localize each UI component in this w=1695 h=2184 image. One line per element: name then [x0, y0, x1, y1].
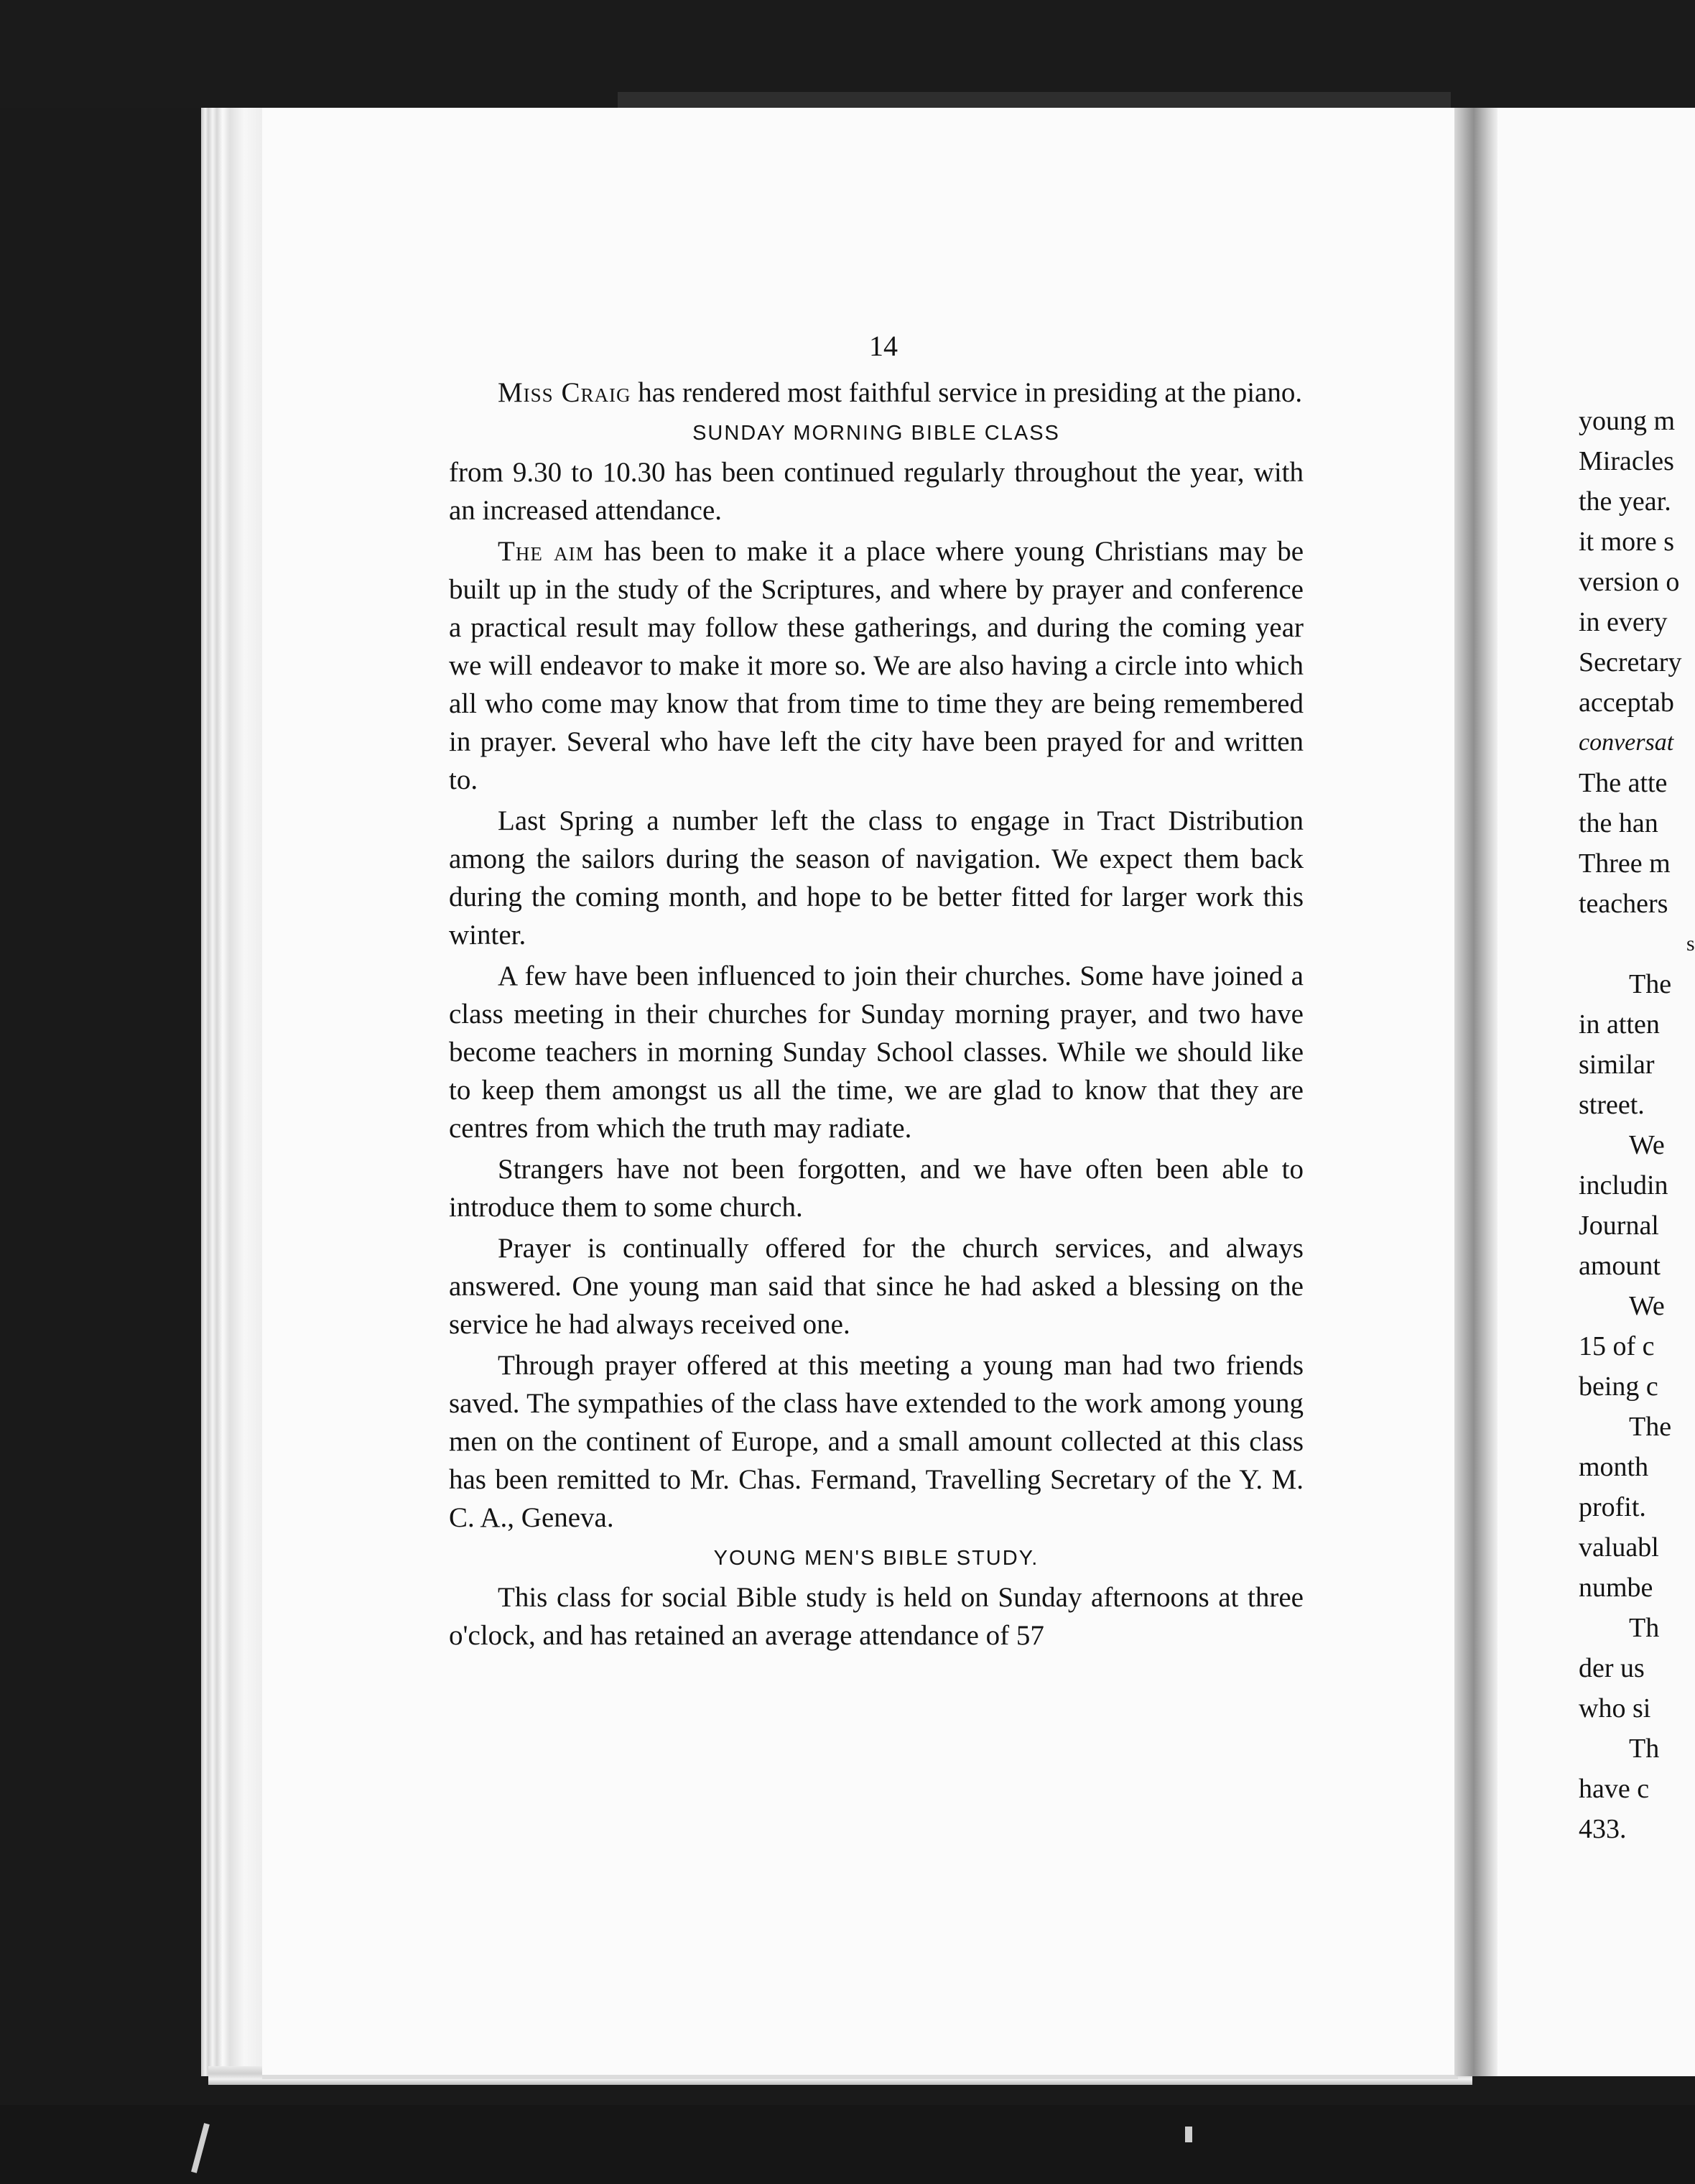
paragraph-lead: The aim	[498, 536, 594, 567]
sunday-class-heading: SUNDAY MORNING BIBLE CLASS	[692, 422, 1060, 445]
page-number: 14	[869, 330, 898, 362]
text-line: Th	[1629, 1734, 1660, 1764]
paragraph: This class for social Bible study is held on Sunday afternoons at three o'clock, and has retained an average attendance of 57	[449, 1582, 1304, 1651]
text-line: valuabl	[1579, 1532, 1659, 1563]
text-line: 15 of c	[1579, 1331, 1655, 1361]
paragraph: Prayer is continually offered for the church services, and always answered. One young man said that since he had asked a blessing on the service he had always received one.	[449, 1233, 1304, 1340]
text-line: the han	[1579, 808, 1658, 838]
text-line: similar	[1579, 1050, 1655, 1080]
text-line: der us	[1579, 1653, 1645, 1683]
paragraph: Last Spring a number left the class to engage in Tract Distribution among the sailors during the season of navigation. We expect them back during the coming month, and hope to be better fitted for larger work this winter.	[449, 805, 1304, 950]
text-line: who si	[1579, 1693, 1651, 1723]
text-line: young m	[1579, 406, 1676, 436]
text-line: acceptab	[1579, 688, 1674, 718]
book-gutter	[1454, 108, 1497, 2076]
paragraph: Through prayer offered at this meeting a young man had two friends saved. The sympathies of the class have extended to the work among young men on the continent of Europe, and a small amount collected at this class has been remitted to Mr. Chas. Fermand, Travelling Secretary of the Y. M. C. A., Geneva.	[449, 1350, 1304, 1533]
intro-text: has rendered most faithful service in presiding at the piano.	[631, 377, 1303, 408]
paragraph: Strangers have not been forgotten, and we have often been able to introduce them to some church.	[449, 1154, 1304, 1223]
scan-artifact	[1185, 2127, 1192, 2142]
text-line: The	[1629, 969, 1672, 999]
text-line: The atte	[1579, 768, 1668, 798]
text-line: being c	[1579, 1371, 1658, 1402]
page-edges	[201, 108, 266, 2076]
text-line: in every	[1579, 607, 1668, 637]
text-line: Three m	[1579, 848, 1671, 879]
text-line: the year.	[1579, 486, 1671, 517]
text-line: profit.	[1579, 1492, 1646, 1522]
text-line: Th	[1629, 1613, 1660, 1643]
text-line: Secretary	[1579, 647, 1682, 677]
text-line: amount	[1579, 1251, 1661, 1281]
text-line: version o	[1579, 567, 1680, 597]
text-line: numbe	[1579, 1573, 1653, 1603]
text-line: We	[1629, 1291, 1665, 1321]
paragraph: A few have been influenced to join their churches. Some have joined a class meeting in their churches for Sunday morning prayer, and two have become teachers in morning Sunday School classes. While we should like to keep them amongst us all the time, we are glad to know that they are centres from which the truth may radiate.	[449, 961, 1304, 1144]
text-line: We	[1629, 1130, 1665, 1160]
scan-background-bottom	[0, 2105, 1695, 2184]
paragraph: from 9.30 to 10.30 has been continued regularly throughout the year, with an increased attendance.	[449, 457, 1304, 526]
right-page-text	[1579, 401, 1695, 1849]
text-line: month	[1579, 1452, 1649, 1482]
section-heading-fragment: s	[1686, 932, 1695, 956]
text-line: teachers	[1579, 889, 1668, 919]
text-line: Journal	[1579, 1211, 1659, 1241]
text-line: includin	[1579, 1170, 1668, 1200]
left-page-text	[449, 374, 1304, 1657]
text-line: have c	[1579, 1774, 1650, 1804]
text-line: in atten	[1579, 1009, 1660, 1040]
text-line: street.	[1579, 1090, 1645, 1120]
paragraph-text: has been to make it a place where young Christians may be built up in the study of the Scriptures, and where by prayer and conference a practical result may follow these gatherings, and during the coming year we will endeavor to make it more so. We are also having a circle into which all who come may know that from time to time they are being remembered in prayer. Several who have left the city have been prayed for and written to.	[449, 536, 1304, 795]
intro-name: Miss Craig	[498, 377, 631, 408]
text-line: 433.	[1579, 1814, 1627, 1844]
text-line: it more s	[1579, 527, 1674, 557]
intro-paragraph	[449, 374, 1304, 412]
text-line: conversat	[1579, 729, 1674, 756]
text-line: The	[1629, 1412, 1672, 1442]
young-men-heading: YOUNG MEN'S BIBLE STUDY.	[713, 1547, 1039, 1570]
paragraph	[449, 532, 1304, 799]
text-line: Miracles	[1579, 446, 1674, 476]
